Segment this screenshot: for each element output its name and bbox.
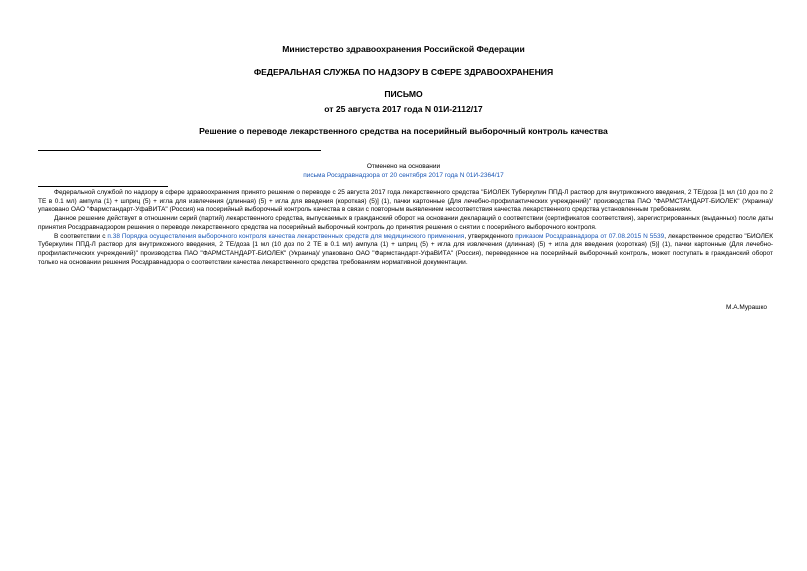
signature: М.А.Мурашко [725, 304, 767, 311]
cancel-note-line [0, 172, 807, 179]
letter-body [38, 189, 773, 267]
doc-type: ПИСЬМО [384, 89, 423, 99]
paragraph-3-start: В соответствии с [54, 232, 108, 240]
paragraph-3 [38, 233, 773, 268]
paragraph-3-mid: , утвержденного [464, 232, 516, 240]
order-link[interactable]: приказом Росздравнадзора от 07.08.2015 N 5539 [515, 232, 665, 240]
ministry-title: Министерство здравоохранения Российской Федерации [282, 44, 525, 54]
header-divider [38, 150, 321, 151]
paragraph-1: Федеральной службой по надзору в сфере здравоохранения принято решение о переводе с 25 августа 2017 года лекарственного средства "БИОЛЕК Туберкулин ППД-Л раствор для внутрикожного введения, 2 ТЕ/доза [1 мл (10 доз по 2 ТЕ в 0.1 мл) ампула (1) + шприц (5) + игла для извлечения (длинная) (5) + игла для введения (короткая) (5)] (1), пачки картонные (Для лечебно-профилактических учреждений)" производства ПАО "ФАРМСТАНДАРТ-БИОЛЕК" (Украина)/упаковано ОАО "Фармстандарт-УфаВИТА" (Россия) на посерийный выборочный контроль качества в связи с повторным выявлением несоответствия качества лекарственного средства установленным требованиям. [38, 189, 773, 214]
cancel-note-text: Отменено на основании [366, 163, 441, 170]
note-divider [38, 186, 168, 187]
procedure-link[interactable]: п.38 Порядка осуществления выборочного контроля качества лекарственных средств для медицинского применения [107, 232, 465, 240]
paragraph-3-end: , лекарственное средство "БИОЛЕК Туберкулин ППД-Л раствор для внутрикожного введения, 2 ТЕ/доза [1 мл (10 доз по 2 ТЕ в 0.1 мл) ампула (1) + шприц (5) + игла для извлечения (длинная) (5) + игла для введения (короткая) (5)] (1), пачки картонные (Для лечебно-профилактических учреждений)" производства ПАО "ФАРМСТАНДАРТ-БИОЛЕК" (Украина)/ упаковано ОАО "Фармстандарт-УфаВИТА" (Россия), переведенное на посерийный выборочный контроль, может поступать в гражданский оборот только на основании решения Росздравнадзора о соответствии качества лекарственного средства требованиям нормативной документации. [38, 232, 774, 266]
cancel-note-link[interactable]: письма Росздравнадзора от 20 сентября 2017 года N 01И-2364/17 [303, 172, 504, 179]
paragraph-2: Данное решение действует в отношении серий (партий) лекарственного средства, выпускаемых в гражданский оборот на основании деклараций о соответствии (сертификатов соответствия), зарегистрированных (выданных) после даты принятия Росздравнадзором решения о переводе лекарственного средства на посерийный выборочный контроль до принятия решения о снятии с посерийного выборочного контроля. [38, 215, 773, 231]
date-number: от 25 августа 2017 года N 01И-2112/17 [324, 104, 483, 114]
subject-title: Решение о переводе лекарственного средства на посерийный выборочный контроль качества [199, 126, 608, 136]
service-title: ФЕДЕРАЛЬНАЯ СЛУЖБА ПО НАДЗОРУ В СФЕРЕ ЗДРАВООХРАНЕНИЯ [253, 67, 554, 77]
